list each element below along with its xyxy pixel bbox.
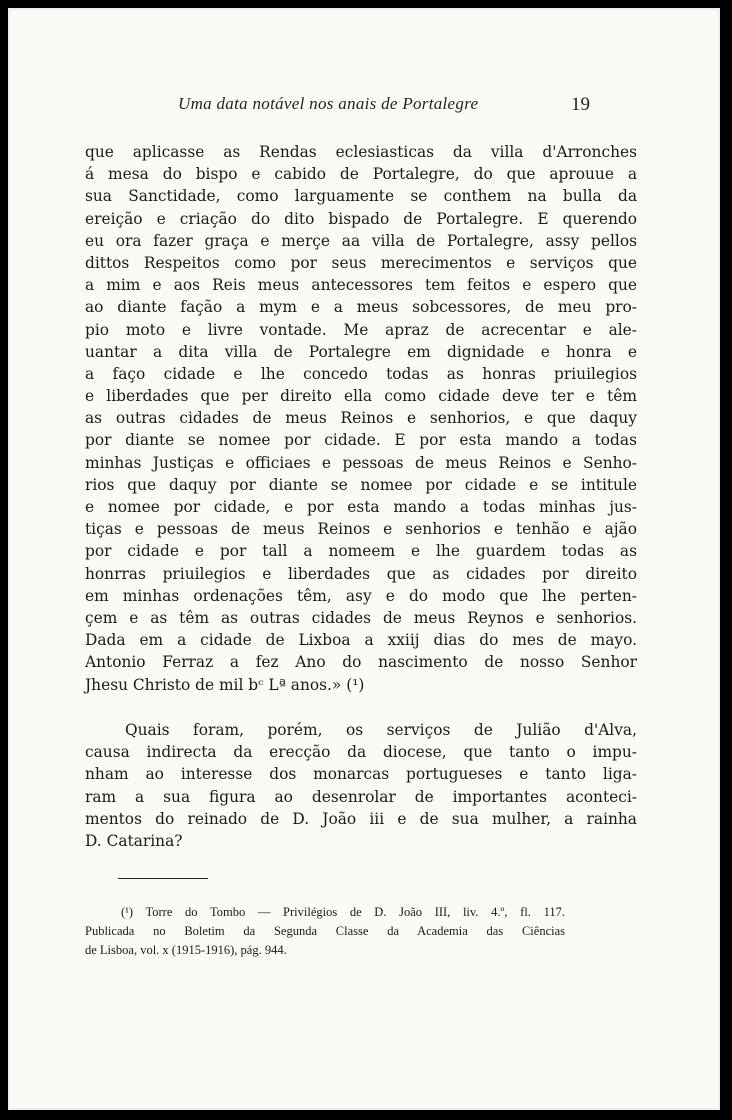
text-line: á mesa do bispo e cabido de Portalegre, do que aprouue a xyxy=(85,165,637,184)
running-header xyxy=(178,94,590,115)
paragraph-decree-text xyxy=(85,141,637,696)
text-line: em minhas ordenações têm, asy e do modo que lhe perten- xyxy=(85,586,637,605)
footnote-divider xyxy=(118,878,208,879)
text-line: Antonio Ferraz a fez Ano do nascimento de nosso Senhor xyxy=(85,653,637,672)
text-line: tiças e pessoas de meus Reinos e senhorios e tenhão e ajão xyxy=(85,520,637,539)
footnote-line: de Lisboa, vol. x (1915-1916), pág. 944. xyxy=(85,943,287,957)
text-line: Quais foram, porém, os serviços de Julião d'Alva, xyxy=(125,721,637,739)
text-line: que aplicasse as Rendas eclesiasticas da villa d'Arronches xyxy=(85,143,637,161)
text-line: eu ora fazer graça e merçe aa villa de Portalegre, assy pellos xyxy=(85,231,637,250)
text-line: D. Catarina? xyxy=(85,831,183,850)
text-line: ereição e criação do dito bispado de Portalegre. E querendo xyxy=(85,209,637,228)
paragraph-question xyxy=(85,719,637,852)
text-line: pio moto e livre vontade. Me apraz de acrecentar e ale- xyxy=(85,320,637,339)
running-title: Uma data notável nos anais de Portalegre xyxy=(178,94,479,113)
text-line: uantar a dita villa de Portalegre em dignidade e honra e xyxy=(85,342,637,361)
text-line: Jhesu Christo de mil bᶜ Lª anos.» (¹) xyxy=(85,675,365,694)
text-line: çem e as têm as outras cidades de meus Reynos e senhorios. xyxy=(85,608,637,627)
text-line: e nomee por cidade, e por esta mando a todas minhas jus- xyxy=(85,498,637,516)
text-line: e liberdades que per direito ella como cidade deve ter e têm xyxy=(85,387,637,406)
text-line: a faço cidade e lhe concedo todas as honras priuilegios xyxy=(85,364,637,383)
book-page xyxy=(8,8,720,1110)
footnote xyxy=(85,903,565,960)
text-line: dittos Respeitos como por seus merecimentos e serviços que xyxy=(85,253,637,272)
text-line: honrras priuilegios e liberdades que as cidades por direito xyxy=(85,564,637,583)
text-line: por diante se nomee por cidade. E por esta mando a todas xyxy=(85,431,637,450)
text-line: Dada em a cidade de Lixboa a xxiij dias do mes de mayo. xyxy=(85,631,637,650)
text-line: causa indirecta da erecção da diocese, que tanto o impu- xyxy=(85,743,637,762)
text-line: mentos do reinado de D. João iii e de sua mulher, a rainha xyxy=(85,809,637,828)
footnote-line: (¹) Torre do Tombo — Privilégios de D. João III, liv. 4.º, fl. 117. xyxy=(121,905,565,919)
text-line: nham ao interesse dos monarcas portugueses e tanto liga- xyxy=(85,765,637,784)
text-line: por cidade e por tall a nomeem e lhe guardem todas as xyxy=(85,542,637,561)
text-line: minhas Justiças e officiaes e pessoas de meus Reinos e Senho- xyxy=(85,453,637,472)
text-line: sua Sanctidade, como larguamente se conthem na bulla da xyxy=(85,187,637,206)
text-line: as outras cidades de meus Reinos e senhorios, e que daquy xyxy=(85,409,637,428)
text-line: ram a sua figura ao desenrolar de importantes aconteci- xyxy=(85,787,637,806)
text-line: rios que daquy por diante se nomee por cidade e se intitule xyxy=(85,475,637,494)
page-number: 19 xyxy=(571,94,590,115)
footnote-line: Publicada no Boletim da Segunda Classe da Academia das Ciências xyxy=(85,924,565,938)
text-line: ao diante fação a mym e a meus sobcessores, de meu pro- xyxy=(85,298,637,317)
text-line: a mim e aos Reis meus antecessores tem feitos e espero que xyxy=(85,276,637,295)
